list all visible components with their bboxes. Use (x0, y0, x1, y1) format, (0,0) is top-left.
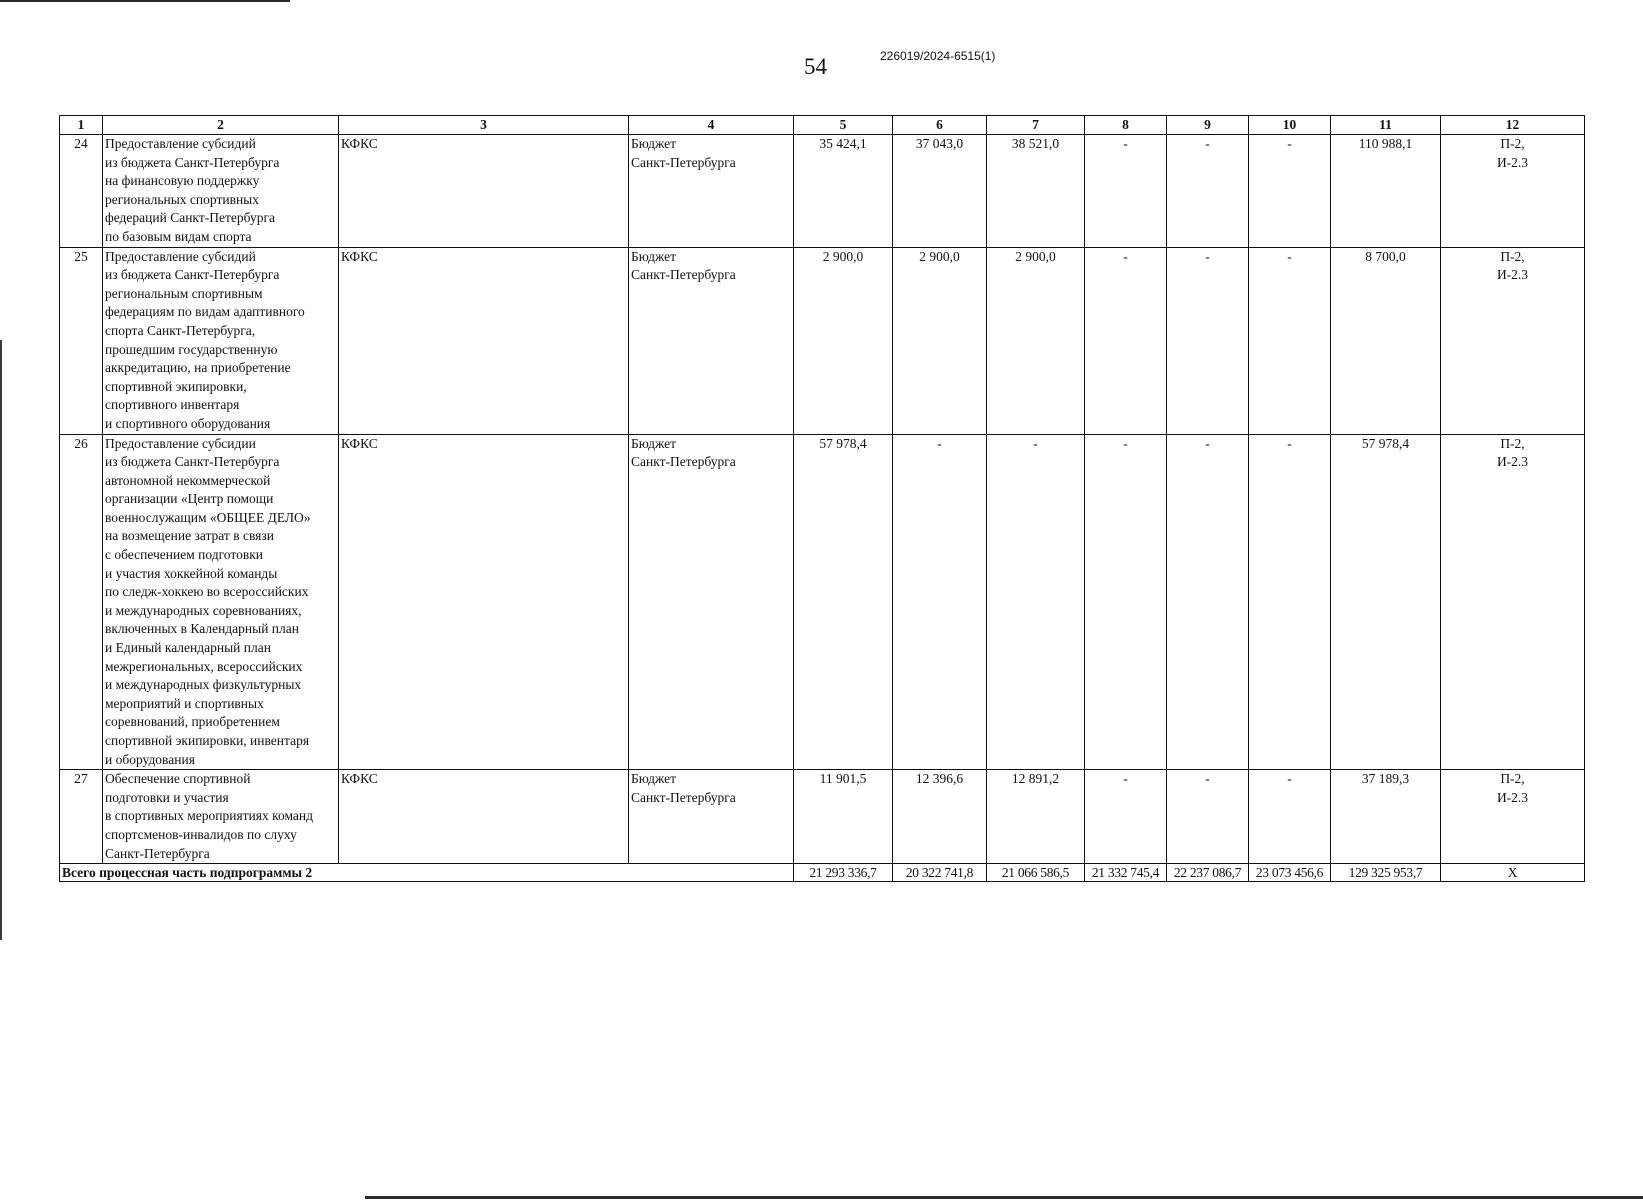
row-executor: КФКС (339, 434, 629, 770)
row-value: 11 901,5 (794, 770, 893, 864)
row-number: 27 (60, 770, 103, 864)
row-total-value: 8 700,0 (1331, 247, 1441, 434)
total-value: 129 325 953,7 (1331, 864, 1441, 882)
row-value: - (1085, 135, 1167, 248)
table-row (60, 434, 1585, 770)
row-value: - (987, 434, 1085, 770)
header-row (60, 116, 1585, 135)
total-value: 20 322 741,8 (893, 864, 987, 882)
scan-border-left (0, 340, 2, 940)
row-indicators: П-2, И-2.3 (1441, 247, 1585, 434)
row-total-value: 37 189,3 (1331, 770, 1441, 864)
row-value: - (1249, 247, 1331, 434)
header-cell: 7 (987, 116, 1085, 135)
row-value: 2 900,0 (893, 247, 987, 434)
row-value: 2 900,0 (794, 247, 893, 434)
total-row (60, 864, 1585, 882)
table-row (60, 135, 1585, 248)
total-value: 21 332 745,4 (1085, 864, 1167, 882)
row-indicators: П-2, И-2.3 (1441, 135, 1585, 248)
header-cell: 11 (1331, 116, 1441, 135)
row-value: - (1249, 770, 1331, 864)
row-total-value: 110 988,1 (1331, 135, 1441, 248)
header-cell: 5 (794, 116, 893, 135)
row-value: - (1249, 434, 1331, 770)
header-cell: 4 (629, 116, 794, 135)
row-value: 38 521,0 (987, 135, 1085, 248)
total-value: 21 066 586,5 (987, 864, 1085, 882)
row-activity-name: Обеспечение спортивной подготовки и участия в спортивных мероприятиях команд спортсменов-инвалидов по слуху Санкт-Петербурга (103, 770, 339, 864)
row-value: - (1167, 135, 1249, 248)
row-value: 35 424,1 (794, 135, 893, 248)
total-value: 22 237 086,7 (1167, 864, 1249, 882)
table-row (60, 247, 1585, 434)
scan-border-bottom (365, 1196, 1643, 1199)
header-cell: 6 (893, 116, 987, 135)
row-value: 37 043,0 (893, 135, 987, 248)
row-funding-source: Бюджет Санкт-Петербурга (629, 135, 794, 248)
row-value: 2 900,0 (987, 247, 1085, 434)
row-executor: КФКС (339, 770, 629, 864)
row-value: - (1167, 247, 1249, 434)
total-value: 23 073 456,6 (1249, 864, 1331, 882)
row-value: 12 396,6 (893, 770, 987, 864)
row-total-value: 57 978,4 (1331, 434, 1441, 770)
row-number: 25 (60, 247, 103, 434)
total-indicators: X (1441, 864, 1585, 882)
row-value: - (1085, 434, 1167, 770)
row-activity-name: Предоставление субсидии из бюджета Санкт-Петербурга автономной некоммерческой организации «Центр помощи военнослужащим «ОБЩЕЕ ДЕЛО» на возмещение затрат в связи с обеспечением подготовки и участия хоккейной команды по следж-хоккею во всероссийских и международных соревнованиях, включенных в Календарный план и Единый календарный план межрегиональных, всероссийских и международных физкультурных мероприятий и спортивных соревнований, приобретением спортивной экипировки, инвентаря и оборудования (103, 434, 339, 770)
row-funding-source: Бюджет Санкт-Петербурга (629, 434, 794, 770)
total-label: Всего процессная часть подпрограммы 2 (60, 864, 794, 882)
row-activity-name: Предоставление субсидий из бюджета Санкт-Петербурга региональным спортивным федерациям по видам адаптивного спорта Санкт-Петербурга, прошедшим государственную аккредитацию, на приобретение спортивной экипировки, спортивного инвентаря и спортивного оборудования (103, 247, 339, 434)
header-cell: 3 (339, 116, 629, 135)
row-funding-source: Бюджет Санкт-Петербурга (629, 247, 794, 434)
header-cell: 12 (1441, 116, 1585, 135)
header-cell: 9 (1167, 116, 1249, 135)
header-cell: 8 (1085, 116, 1167, 135)
row-value: - (893, 434, 987, 770)
row-value: 57 978,4 (794, 434, 893, 770)
row-activity-name: Предоставление субсидий из бюджета Санкт-Петербурга на финансовую поддержку региональных спортивных федераций Санкт-Петербурга по базовым видам спорта (103, 135, 339, 248)
row-value: - (1085, 770, 1167, 864)
row-executor: КФКС (339, 135, 629, 248)
row-value: - (1167, 434, 1249, 770)
page-number: 54 (804, 54, 827, 79)
row-funding-source: Бюджет Санкт-Петербурга (629, 770, 794, 864)
row-value: - (1085, 247, 1167, 434)
row-value: - (1167, 770, 1249, 864)
row-executor: КФКС (339, 247, 629, 434)
total-value: 21 293 336,7 (794, 864, 893, 882)
row-value: 12 891,2 (987, 770, 1085, 864)
row-number: 24 (60, 135, 103, 248)
table-row (60, 770, 1585, 864)
row-number: 26 (60, 434, 103, 770)
scan-border-top (0, 0, 290, 2)
header-cell: 1 (60, 116, 103, 135)
header-cell: 10 (1249, 116, 1331, 135)
row-value: - (1249, 135, 1331, 248)
row-indicators: П-2, И-2.3 (1441, 770, 1585, 864)
budget-table (59, 115, 1585, 882)
header-cell: 2 (103, 116, 339, 135)
document-code: 226019/2024-6515(1) (880, 49, 996, 63)
row-indicators: П-2, И-2.3 (1441, 434, 1585, 770)
